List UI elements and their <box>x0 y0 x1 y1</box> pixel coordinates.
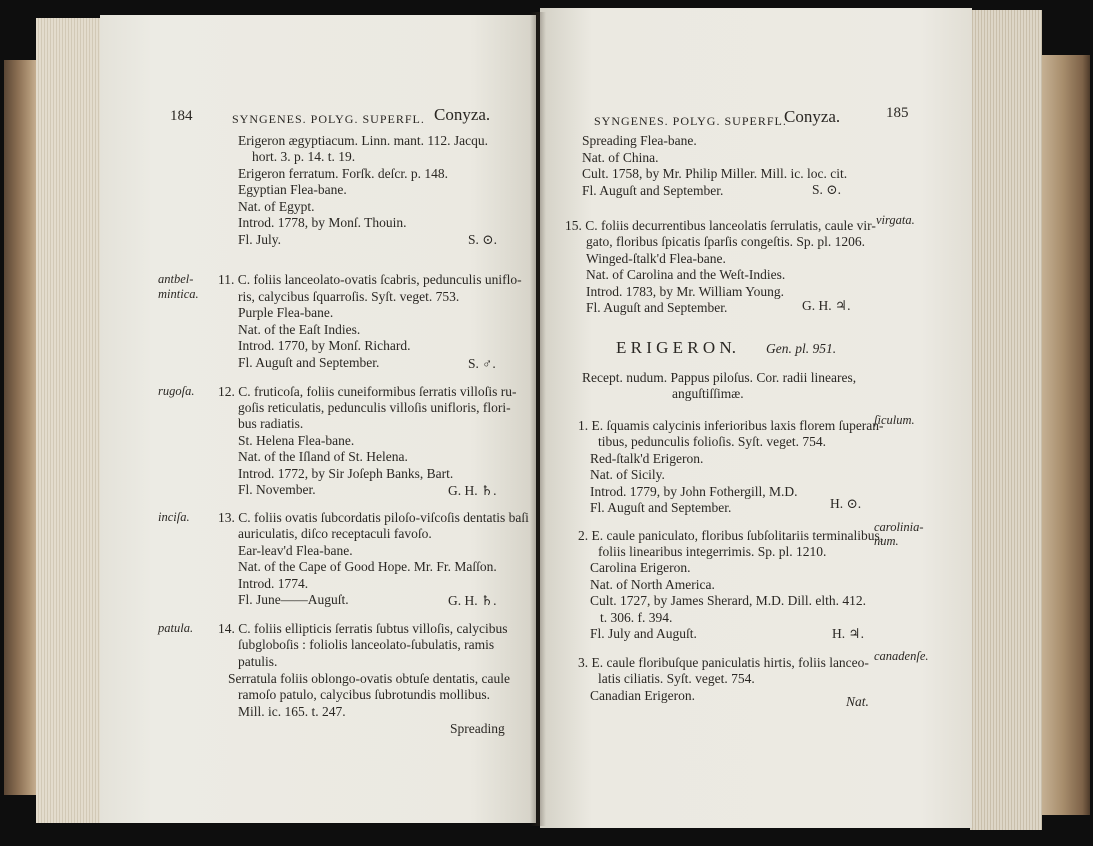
book-edge-left <box>4 60 38 795</box>
text-line: Erigeron ægyptiacum. Linn. mant. 112. Jacqu. <box>238 133 488 148</box>
text-line: auriculatis, diſco receptaculi favoſo. <box>238 526 432 541</box>
text-line: St. Helena Flea-bane. <box>238 433 355 448</box>
margin-name: carolinia- <box>874 520 924 534</box>
text-line: Introd. 1772, by Sir Joſeph Banks, Bart. <box>238 466 454 481</box>
text-line: 3. E. caule floribuſque paniculatis hirtis, foliis lanceo- <box>578 655 869 670</box>
duration-mark: G. H. ♄. <box>448 593 497 608</box>
running-genus: Conyza. <box>434 105 491 124</box>
text-line: latis ciliatis. Syſt. veget. 754. <box>598 671 755 686</box>
text-line: Fl. Auguſt and September. <box>590 500 732 515</box>
catchword: Spreading <box>450 721 505 736</box>
text-line: hort. 3. p. 14. t. 19. <box>252 149 356 164</box>
page-number: 184 <box>170 108 193 124</box>
text-line: 14. C. foliis ellipticis ſerratis ſubtus villoſis, calycibus <box>218 621 508 636</box>
text-line: Fl. November. <box>238 482 316 497</box>
left-page <box>100 15 536 823</box>
text-line: Erigeron ferratum. Forſk. deſcr. p. 148. <box>238 166 448 181</box>
duration-mark: H. ♃. <box>832 626 864 641</box>
text-line: 12. C. fruticoſa, foliis cuneiformibus ſerratis villoſis ru- <box>218 384 517 399</box>
text-line: Introd. 1779, by John Fothergill, M.D. <box>590 484 798 499</box>
text-line: Nat. of Egypt. <box>238 199 315 214</box>
running-head: SYNGENES. POLYG. SUPERFL. <box>232 112 425 126</box>
right-page <box>540 8 972 828</box>
margin-name: rugoſa. <box>158 384 195 398</box>
text-line: Carolina Erigeron. <box>590 560 691 575</box>
margin-name: virgata. <box>876 213 915 227</box>
text-line: Nat. of Sicily. <box>590 467 665 482</box>
duration-mark: S. ♂. <box>468 356 496 371</box>
text-line: ramoſo patulo, calycibus ſubrotundis mollibus. <box>238 687 490 702</box>
margin-name: antbel- <box>158 272 194 286</box>
text-line: Canadian Erigeron. <box>590 688 695 703</box>
text-line: Introd. 1783, by Mr. William Young. <box>586 284 784 299</box>
duration-mark: G. H. ♃. <box>802 298 851 313</box>
text-line: Introd. 1774. <box>238 576 309 591</box>
text-line: goſis reticulatis, pedunculis villoſis unifloris, flori- <box>238 400 511 415</box>
text-line: Purple Flea-bane. <box>238 305 334 320</box>
text-line: Fl. July and Auguſt. <box>590 626 697 641</box>
text-line: Introd. 1778, by Monſ. Thouin. <box>238 215 407 230</box>
running-head: SYNGENES. POLYG. SUPERFL. <box>594 114 787 128</box>
margin-name: num. <box>874 534 899 548</box>
text-line: anguſtiſſimæ. <box>672 386 744 401</box>
text-line: Fl. Auguſt and September. <box>586 300 728 315</box>
duration-mark: H. ⊙. <box>830 496 862 511</box>
text-line: Cult. 1758, by Mr. Philip Miller. Mill. ic. loc. cit. <box>582 166 848 181</box>
genus-reference: Gen. pl. 951. <box>766 341 837 356</box>
text-line: Nat. of China. <box>582 150 659 165</box>
duration-mark: S. ⊙. <box>468 232 497 247</box>
catchword: Nat. <box>846 694 869 709</box>
margin-name: inciſa. <box>158 510 190 524</box>
text-line: Nat. of Carolina and the Weſt-Indies. <box>586 267 786 282</box>
text-line: foliis linearibus integerrimis. Sp. pl. 1210. <box>598 544 827 559</box>
text-line: Recept. nudum. Pappus piloſus. Cor. radii lineares, <box>582 370 857 385</box>
duration-mark: S. ⊙. <box>812 182 841 197</box>
text-line: t. 306. f. 394. <box>600 610 673 625</box>
text-line: Nat. of the Iſland of St. Helena. <box>238 449 408 464</box>
text-line: Fl. Auguſt and September. <box>582 183 724 198</box>
text-line: tibus, pedunculis folioſis. Syſt. veget. 754. <box>598 434 826 449</box>
text-line: Red-ſtalk'd Erigeron. <box>590 451 704 466</box>
text-line: bus radiatis. <box>238 416 304 431</box>
text-line: Nat. of North America. <box>590 577 715 592</box>
text-line: 1. E. ſquamis calycinis inferioribus laxis florem ſuperan- <box>578 418 884 433</box>
text-line: ſubgloboſis : foliolis lanceolato-ſubulatis, ramis <box>238 637 495 652</box>
margin-name: canadenſe. <box>874 649 929 663</box>
text-line: Winged-ſtalk'd Flea-bane. <box>586 251 726 266</box>
page-number: 185 <box>886 105 909 121</box>
duration-mark: G. H. ♄. <box>448 483 497 498</box>
text-line: Mill. ic. 165. t. 247. <box>238 704 346 719</box>
text-line: Fl. July. <box>238 232 282 247</box>
section-heading: E R I G E R O N. <box>616 338 736 357</box>
text-line: Ear-leav'd Flea-bane. <box>238 543 353 558</box>
text-line: 11. C. foliis lanceolato-ovatis ſcabris, pedunculis uniflo- <box>218 272 522 287</box>
margin-name: patula. <box>158 621 194 635</box>
book-gutter <box>530 12 546 826</box>
margin-name: ſiculum. <box>874 413 915 427</box>
running-genus: Conyza. <box>784 107 841 126</box>
text-line: Introd. 1770, by Monſ. Richard. <box>238 338 411 353</box>
book-edge-right <box>1040 55 1090 815</box>
text-line: Nat. of the Eaſt Indies. <box>238 322 361 337</box>
margin-name: mintica. <box>158 287 199 301</box>
text-line: Serratula foliis oblongo-ovatis obtuſe dentatis, caule <box>228 671 510 686</box>
text-line: Cult. 1727, by James Sherard, M.D. Dill. elth. 412. <box>590 593 866 608</box>
text-line: gato, floribus ſpicatis ſparſis congeſtis. Sp. pl. 1206. <box>586 234 865 249</box>
text-line: 15. C. foliis decurrentibus lanceolatis ſerrulatis, caule vir- <box>565 218 876 233</box>
text-line: Spreading Flea-bane. <box>582 133 697 148</box>
text-line: ris, calycibus ſquarroſis. Syſt. veget. 753. <box>238 289 460 304</box>
text-line: Fl. June——Auguſt. <box>238 592 349 607</box>
text-line: Fl. Auguſt and September. <box>238 355 380 370</box>
text-line: Nat. of the Cape of Good Hope. Mr. Fr. Maſſon. <box>238 559 497 574</box>
page-stack-right <box>970 10 1042 830</box>
text-line: Egyptian Flea-bane. <box>238 182 347 197</box>
page-stack-left <box>36 18 106 823</box>
text-line: 13. C. foliis ovatis ſubcordatis piloſo-viſcoſis dentatis baſi <box>218 510 529 525</box>
text-line: patulis. <box>238 654 278 669</box>
text-line: 2. E. caule paniculato, floribus ſubſolitariis terminalibus, <box>578 528 884 543</box>
